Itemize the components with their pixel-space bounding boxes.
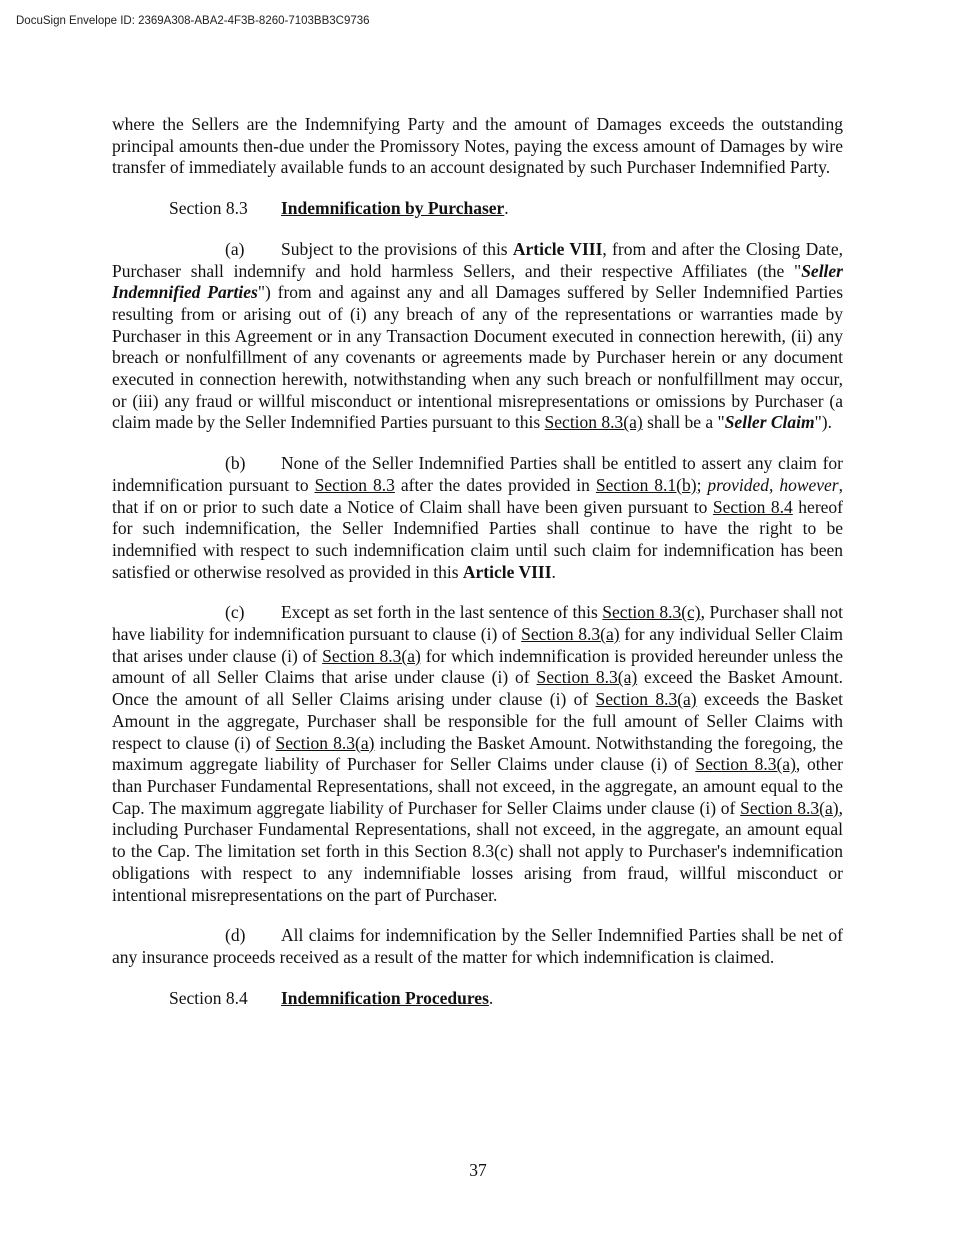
clause-label: (a) [225,238,245,259]
section-reference: Section 8.3(a) [322,645,421,666]
section-reference: Section 8.3(a) [536,667,638,688]
text-run: ") from and against any and all Damages suffered by Seller Indemnified Parties resulting from or arising out of (i) any breach of any of the representations or warranties made by Purchaser in this Agreement or in any Transaction Document executed in connection herewith, (ii) any breach or nonfulfillment of any covenants or agreements made by Purchaser herein or any document executed in connection herewith, notwithstanding when any such breach or nonfulfillment may occur, or (iii) any fraud or willful misconduct or intentional misrepresentations or omissions by Purchaser (a claim made by the Seller Indemnified Parties pursuant to this [112,282,844,433]
clause-label: (b) [225,453,246,474]
clause-label: (d) [225,925,246,946]
section-title: Indemnification by Purchaser [281,198,505,219]
text-run: Subject to the provisions of this [281,238,513,259]
text-run: , from and after the Closing Date, Purchaser shall indemnify and hold harmless Sellers, and their respective Affiliates (the " [112,238,843,281]
section-title-period: . [504,198,509,219]
text-run: after the dates provided in [394,474,596,495]
text-run: Except as set forth in the last sentence of this [281,602,603,623]
section-reference: Section 8.3(a) [521,624,620,645]
section-8-4-heading [112,988,843,1010]
section-8-3-heading [112,198,843,220]
paragraph-8-3-c [112,602,843,906]
paragraph-8-3-b [112,453,843,583]
clause-label: (c) [225,602,245,623]
paragraph-continuation: where the Sellers are the Indemnifying Party and the amount of Damages exceeds the outstanding principal amounts then-due under the Promissory Notes, paying the excess amount of Damages by wire transfer of immediately available funds to an account designated by such Purchaser Indemnified Party. [112,114,843,178]
section-number: Section 8.3 [169,198,248,219]
defined-term: Seller Indemnified Parties [112,260,843,303]
envelope-id: DocuSign Envelope ID: 2369A308-ABA2-4F3B-8260-7103BB3C9736 [16,15,370,27]
section-title-period: . [488,987,494,1008]
page-number: 37 [469,1160,487,1180]
section-reference: Section 8.3(a) [275,732,375,753]
paragraph-8-3-d [112,925,843,968]
text-run: All claims for indemnification by the Seller Indemnified Parties shall be net of any insurance proceeds received as a result of the matter for which indemnification is claimed. [112,925,843,967]
text-run: for which indemnification is provided hereunder unless the amount of all Seller Claims that arise under clause (i) of [112,645,843,688]
section-reference: Section 8.3(a) [695,754,796,775]
text-run: , including Purchaser Fundamental Representations, shall not exceed, in the aggregate, an amount equal to the Cap. The limitation set forth in this Section 8.3(c) shall not apply to Purchaser's indemnification obligations with respect to any indemnifiable losses arising from fraud, willful misconduct or intentional misrepresentations on the part of Purchaser. [112,797,843,905]
section-reference: Section 8.3(c) [602,602,701,623]
text-run: shall be a " [642,412,725,433]
text-run: None of the Seller Indemnified Parties shall be entitled to assert any claim for indemnification pursuant to [112,453,843,495]
text-run: including the Basket Amount. Notwithstanding the foregoing, the maximum aggregate liability of Purchaser for Seller Claims under clause (i) of [112,732,844,775]
section-title: Indemnification Procedures [281,987,489,1008]
text-run: exceeds the Basket Amount in the aggregate, Purchaser shall be responsible for the full amount of Seller Claims with respect to clause (i) of [112,689,843,753]
text-run: for any individual Seller Claim that arises under clause (i) of [112,624,844,666]
section-reference: Section 8.4 [712,496,793,517]
document-body [112,114,843,1028]
text-run: , Purchaser shall not have liability for indemnification pursuant to clause (i) of [112,602,843,645]
section-reference: Section 8.3(a) [740,797,839,818]
text-run: exceed the Basket Amount. Once the amount of all Seller Claims arising under clause (i) of [112,667,844,710]
article-reference: Article VIII [462,561,552,582]
section-reference: Section 8.3(a) [595,689,697,710]
paragraph-8-3-a [112,239,843,434]
section-reference: Section 8.3(a) [544,412,643,433]
text-run: , that if on or prior to such date a Notice of Claim shall have been given pursuant to [112,474,843,517]
text-run: , other than Purchaser Fundamental Representations, shall not exceed, in the aggregate, an amount equal to the Cap. The maximum aggregate liability of Purchaser for Seller Claims under clause (i) of [112,754,843,818]
section-number: Section 8.4 [169,987,248,1008]
text-run: . [551,561,556,582]
section-reference: Section 8.3 [314,474,395,495]
text-run: "). [814,412,832,433]
section-reference: Section 8.1(b) [595,474,697,495]
text-run: ; [696,474,708,495]
article-reference: Article VIII [512,238,603,259]
proviso: provided, however [707,474,839,495]
defined-term: Seller Claim [724,412,815,433]
text-run: hereof for such indemnification, the Seller Indemnified Parties shall continue to have the right to be indemnified with respect to such indemnification claim until such claim for indemnification has been satisfied or otherwise resolved as provided in this [112,496,843,582]
